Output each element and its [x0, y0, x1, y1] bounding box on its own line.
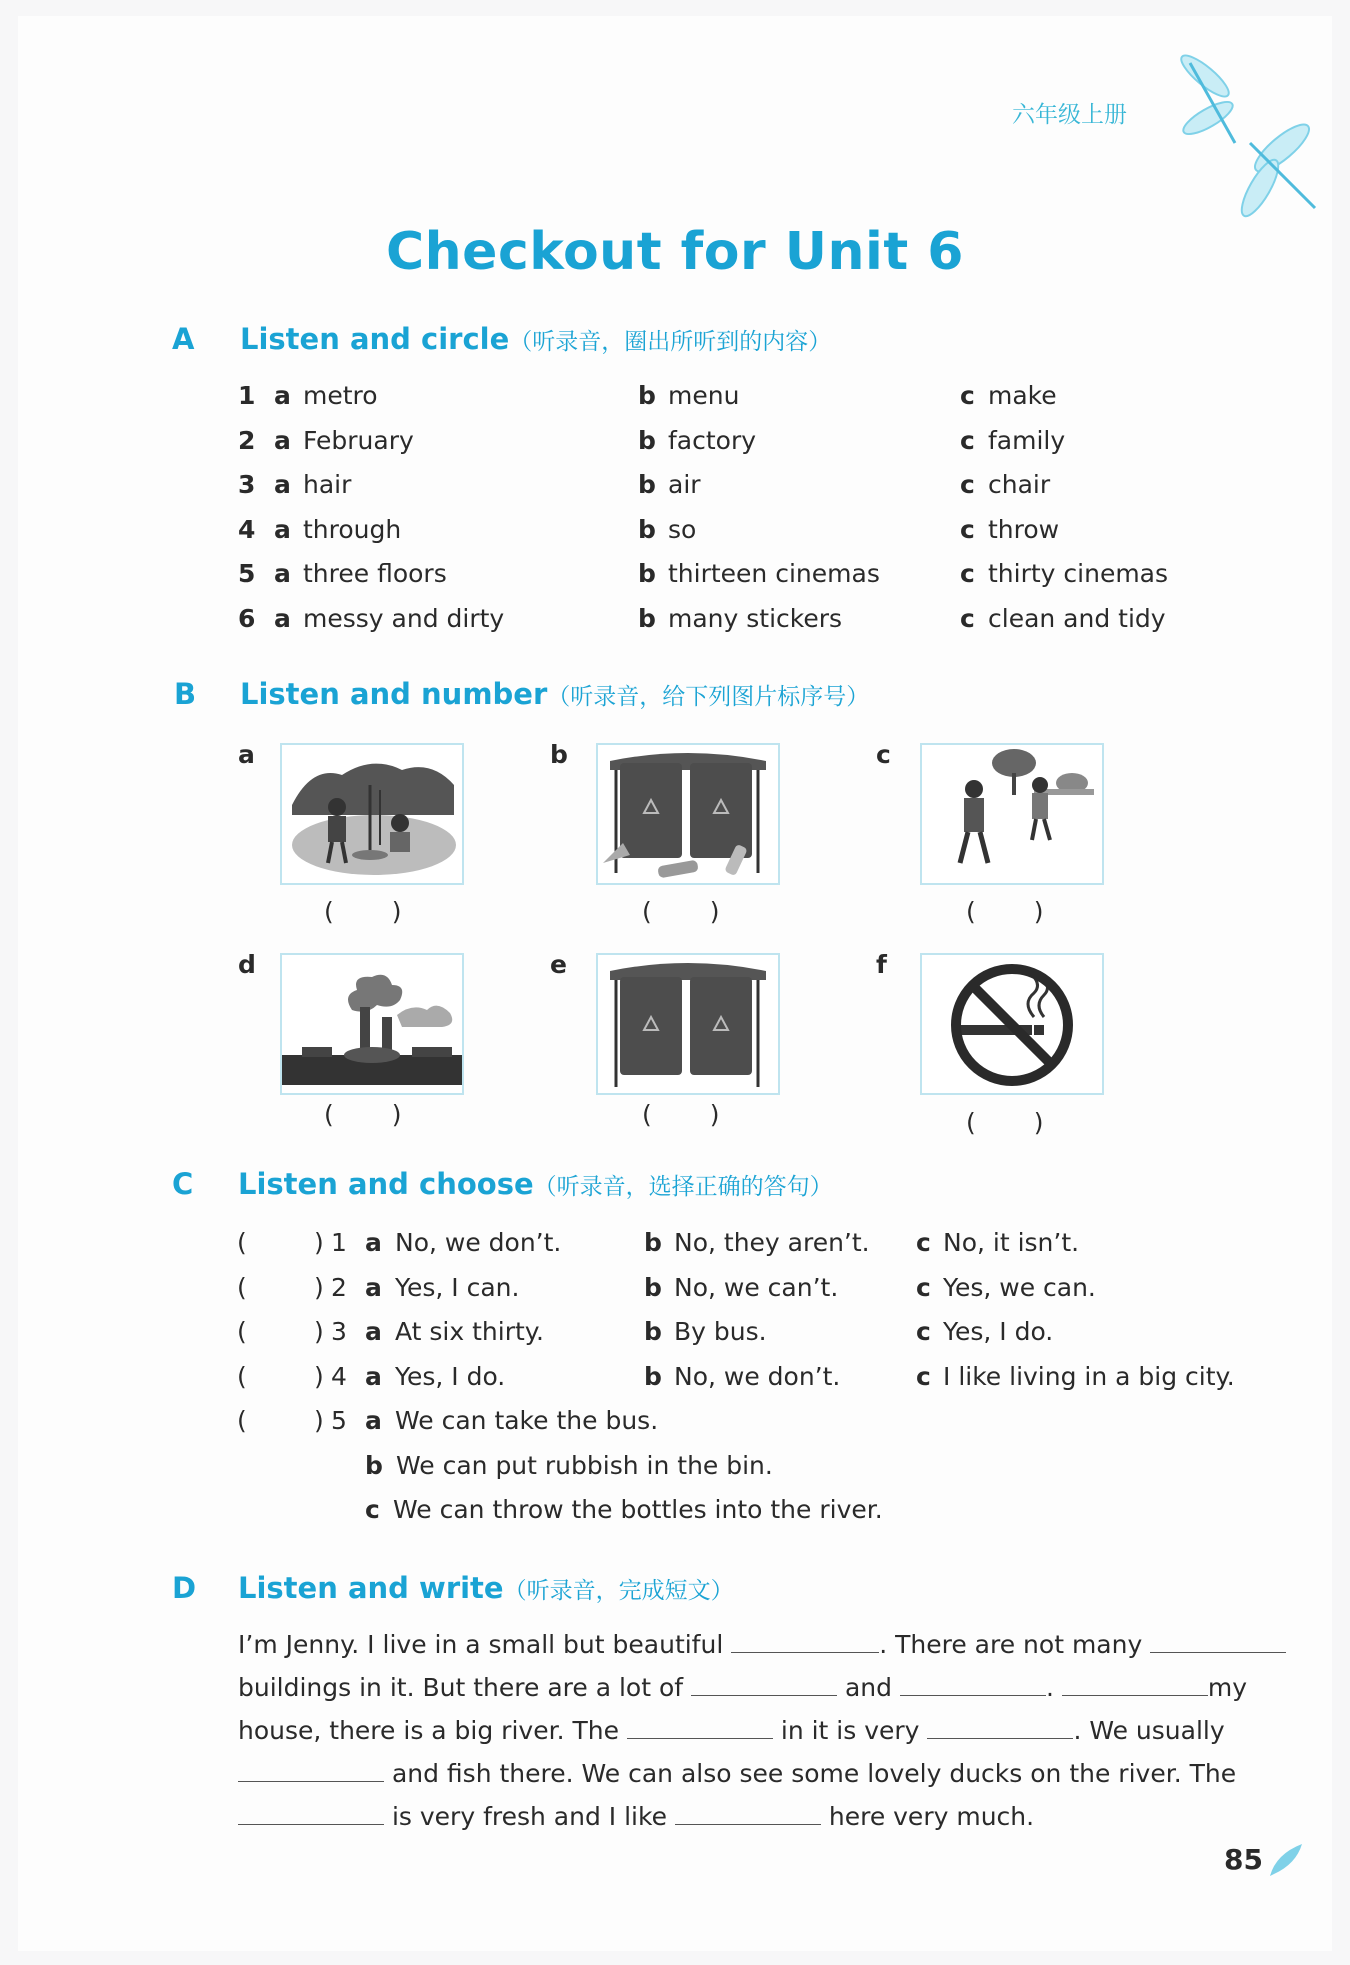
option-letter-b: b: [644, 1361, 662, 1391]
picture-f-answer[interactable]: ( ): [966, 1108, 1044, 1137]
option-letter-a: a: [365, 1406, 382, 1435]
option-b[interactable]: thirteen cinemas: [668, 559, 880, 588]
blank-2[interactable]: [1150, 1630, 1286, 1653]
answer-paren-open[interactable]: (: [237, 1406, 247, 1435]
option-letter-c: c: [960, 603, 975, 633]
item-number: 3: [331, 1317, 347, 1346]
picture-e-label: e: [550, 950, 567, 979]
option-letter-a: a: [274, 425, 291, 455]
children-planting-tree-icon: [282, 745, 462, 883]
picture-b: [596, 743, 780, 885]
option-letter-a: a: [274, 381, 291, 410]
blank-9[interactable]: [238, 1802, 384, 1825]
option-letter-a: a: [274, 470, 291, 499]
section-a-letter: A: [172, 322, 195, 356]
option-letter-b: b: [644, 1228, 662, 1257]
option-b[interactable]: No, we don’t.: [674, 1361, 841, 1391]
blank-5[interactable]: [1062, 1673, 1208, 1696]
passage-line-3: house, there is a big river. The in it is very . We usually: [238, 1716, 1225, 1745]
passage-line-4: and fish there. We can also see some lovely ducks on the river. The: [238, 1759, 1236, 1788]
picture-c-label: c: [876, 740, 891, 769]
picture-a: [280, 743, 464, 885]
option-letter-c: c: [960, 381, 975, 410]
factory-smoke-icon: [282, 955, 462, 1093]
page-title: Checkout for Unit 6: [386, 222, 964, 282]
section-d-letter: D: [172, 1571, 197, 1605]
blank-6[interactable]: [627, 1716, 773, 1739]
option-letter-b: b: [638, 559, 656, 588]
item-number: 2: [238, 425, 256, 455]
item-number: 2: [331, 1272, 347, 1302]
option-letter-a: a: [365, 1272, 382, 1302]
children-walking-park-icon: [922, 745, 1102, 883]
passage-line-2: buildings in it. But there are a lot of and . my: [238, 1673, 1248, 1702]
picture-b-answer[interactable]: ( ): [642, 897, 720, 926]
picture-f-label: f: [876, 950, 887, 979]
blank-8[interactable]: [238, 1759, 384, 1782]
section-a-title-en: Listen and circle: [240, 322, 510, 356]
option-a[interactable]: hair: [303, 470, 352, 499]
item-number: 1: [238, 381, 256, 410]
option-b[interactable]: menu: [668, 381, 740, 410]
option-letter-c: c: [960, 470, 975, 499]
option-letter-c: c: [916, 1361, 931, 1391]
no-smoking-icon: [922, 955, 1102, 1093]
item-number: 4: [331, 1361, 347, 1391]
option-a[interactable]: messy and dirty: [303, 603, 505, 633]
feather-icon: [1266, 1840, 1306, 1880]
answer-paren-close[interactable]: ): [314, 1272, 324, 1302]
option-a[interactable]: February: [303, 425, 414, 455]
picture-a-label: a: [238, 740, 255, 769]
option-letter-b: b: [638, 381, 656, 410]
item-number: 5: [331, 1406, 347, 1435]
option-a[interactable]: three floors: [303, 559, 447, 588]
option-letter-a: a: [274, 559, 291, 588]
option-b[interactable]: By bus.: [674, 1317, 767, 1346]
option-b[interactable]: No, they aren’t.: [674, 1228, 870, 1257]
answer-paren-open[interactable]: (: [237, 1361, 247, 1391]
option-a[interactable]: through: [303, 514, 402, 544]
answer-paren-close[interactable]: ): [314, 1228, 324, 1257]
option-c[interactable]: chair: [988, 470, 1051, 499]
section-b-title-cn: （听录音，给下列图片标序号）: [547, 684, 870, 710]
option-c[interactable]: We can throw the bottles into the river.: [393, 1495, 883, 1524]
option-letter-a: a: [365, 1228, 382, 1257]
dragonfly-decoration-icon: [1150, 38, 1320, 223]
section-b-title: [240, 677, 869, 711]
option-letter-b: b: [644, 1272, 662, 1302]
item-number: 6: [238, 603, 256, 633]
option-c[interactable]: throw: [988, 514, 1060, 544]
section-c-title-en: Listen and choose: [238, 1167, 534, 1201]
option-a[interactable]: At six thirty.: [395, 1317, 544, 1346]
answer-paren-close[interactable]: ): [314, 1361, 324, 1391]
option-a[interactable]: metro: [303, 381, 378, 410]
section-d-title: [238, 1571, 734, 1605]
option-letter-b: b: [638, 470, 656, 499]
option-b[interactable]: air: [668, 470, 701, 499]
overflowing-rubbish-bins-icon: [598, 745, 778, 883]
option-letter-c: c: [960, 514, 975, 544]
grade-label: 六年级上册: [1012, 102, 1127, 128]
option-letter-c: c: [916, 1228, 931, 1257]
picture-d-label: d: [238, 950, 256, 979]
option-c[interactable]: thirty cinemas: [988, 559, 1169, 588]
option-letter-b: b: [638, 425, 656, 455]
answer-paren-open[interactable]: (: [237, 1272, 247, 1302]
blank-10[interactable]: [675, 1802, 821, 1825]
option-b[interactable]: No, we can’t.: [674, 1272, 839, 1302]
option-c[interactable]: Yes, we can.: [943, 1272, 1096, 1302]
option-b[interactable]: many stickers: [668, 603, 843, 633]
option-letter-b: b: [365, 1450, 383, 1480]
option-c[interactable]: family: [988, 425, 1066, 455]
picture-e: [596, 953, 780, 1095]
section-d-title-cn: （听录音，完成短文）: [503, 1578, 734, 1604]
passage-line-1: I’m Jenny. I live in a small but beautiful . There are not many: [238, 1630, 1286, 1659]
picture-a-answer[interactable]: ( ): [324, 897, 402, 926]
blank-3[interactable]: [691, 1673, 837, 1696]
item-number: 4: [238, 514, 256, 544]
picture-d-answer[interactable]: ( ): [324, 1100, 402, 1129]
option-letter-b: b: [638, 514, 656, 544]
option-letter-a: a: [274, 603, 291, 633]
option-a[interactable]: Yes, I do.: [395, 1361, 506, 1391]
option-letter-a: a: [274, 514, 291, 544]
item-number: 1: [331, 1228, 347, 1257]
option-a[interactable]: We can take the bus.: [395, 1406, 659, 1435]
section-a-title: [240, 322, 831, 356]
picture-c-answer[interactable]: ( ): [966, 897, 1044, 926]
section-c-letter: C: [172, 1167, 194, 1201]
blank-7[interactable]: [927, 1716, 1073, 1739]
section-c-title: [238, 1167, 833, 1201]
picture-d: [280, 953, 464, 1095]
picture-b-label: b: [550, 740, 568, 769]
option-b[interactable]: factory: [668, 425, 757, 455]
blank-1[interactable]: [731, 1630, 879, 1653]
section-d-title-en: Listen and write: [238, 1571, 504, 1605]
option-a[interactable]: No, we don’t.: [395, 1228, 562, 1257]
option-letter-c: c: [916, 1317, 931, 1346]
option-letter-c: c: [916, 1272, 931, 1302]
option-c[interactable]: make: [988, 381, 1057, 410]
blank-4[interactable]: [900, 1673, 1046, 1696]
option-c[interactable]: I like living in a big city.: [943, 1361, 1235, 1391]
page-number: 85: [1224, 1843, 1263, 1876]
option-letter-c: c: [960, 425, 975, 455]
picture-e-answer[interactable]: ( ): [642, 1100, 720, 1129]
item-number: 5: [238, 559, 256, 588]
section-c-title-cn: （听录音，选择正确的答句）: [533, 1174, 833, 1200]
answer-paren-close[interactable]: ): [314, 1317, 324, 1346]
picture-c: [920, 743, 1104, 885]
section-b-title-en: Listen and number: [240, 677, 548, 711]
answer-paren-open[interactable]: (: [237, 1317, 247, 1346]
option-letter-a: a: [365, 1317, 382, 1346]
picture-f: [920, 953, 1104, 1095]
option-letter-c: c: [365, 1495, 380, 1524]
option-b[interactable]: so: [668, 514, 697, 544]
option-c[interactable]: clean and tidy: [988, 603, 1166, 633]
option-b[interactable]: We can put rubbish in the bin.: [396, 1450, 773, 1480]
passage-line-5: is very fresh and I like here very much.: [238, 1802, 1034, 1831]
item-number: 3: [238, 470, 256, 499]
option-a[interactable]: Yes, I can.: [395, 1272, 520, 1302]
option-letter-b: b: [638, 603, 656, 633]
option-c[interactable]: Yes, I do.: [943, 1317, 1054, 1346]
option-letter-a: a: [365, 1361, 382, 1391]
section-a-title-cn: （听录音，圈出所听到的内容）: [509, 329, 832, 355]
section-b-letter: B: [174, 677, 197, 711]
rubbish-bins-icon: [598, 955, 778, 1093]
option-letter-b: b: [644, 1317, 662, 1346]
option-letter-c: c: [960, 559, 975, 588]
answer-paren-open[interactable]: (: [237, 1228, 247, 1257]
option-c[interactable]: No, it isn’t.: [943, 1228, 1080, 1257]
answer-paren-close[interactable]: ): [314, 1406, 324, 1435]
